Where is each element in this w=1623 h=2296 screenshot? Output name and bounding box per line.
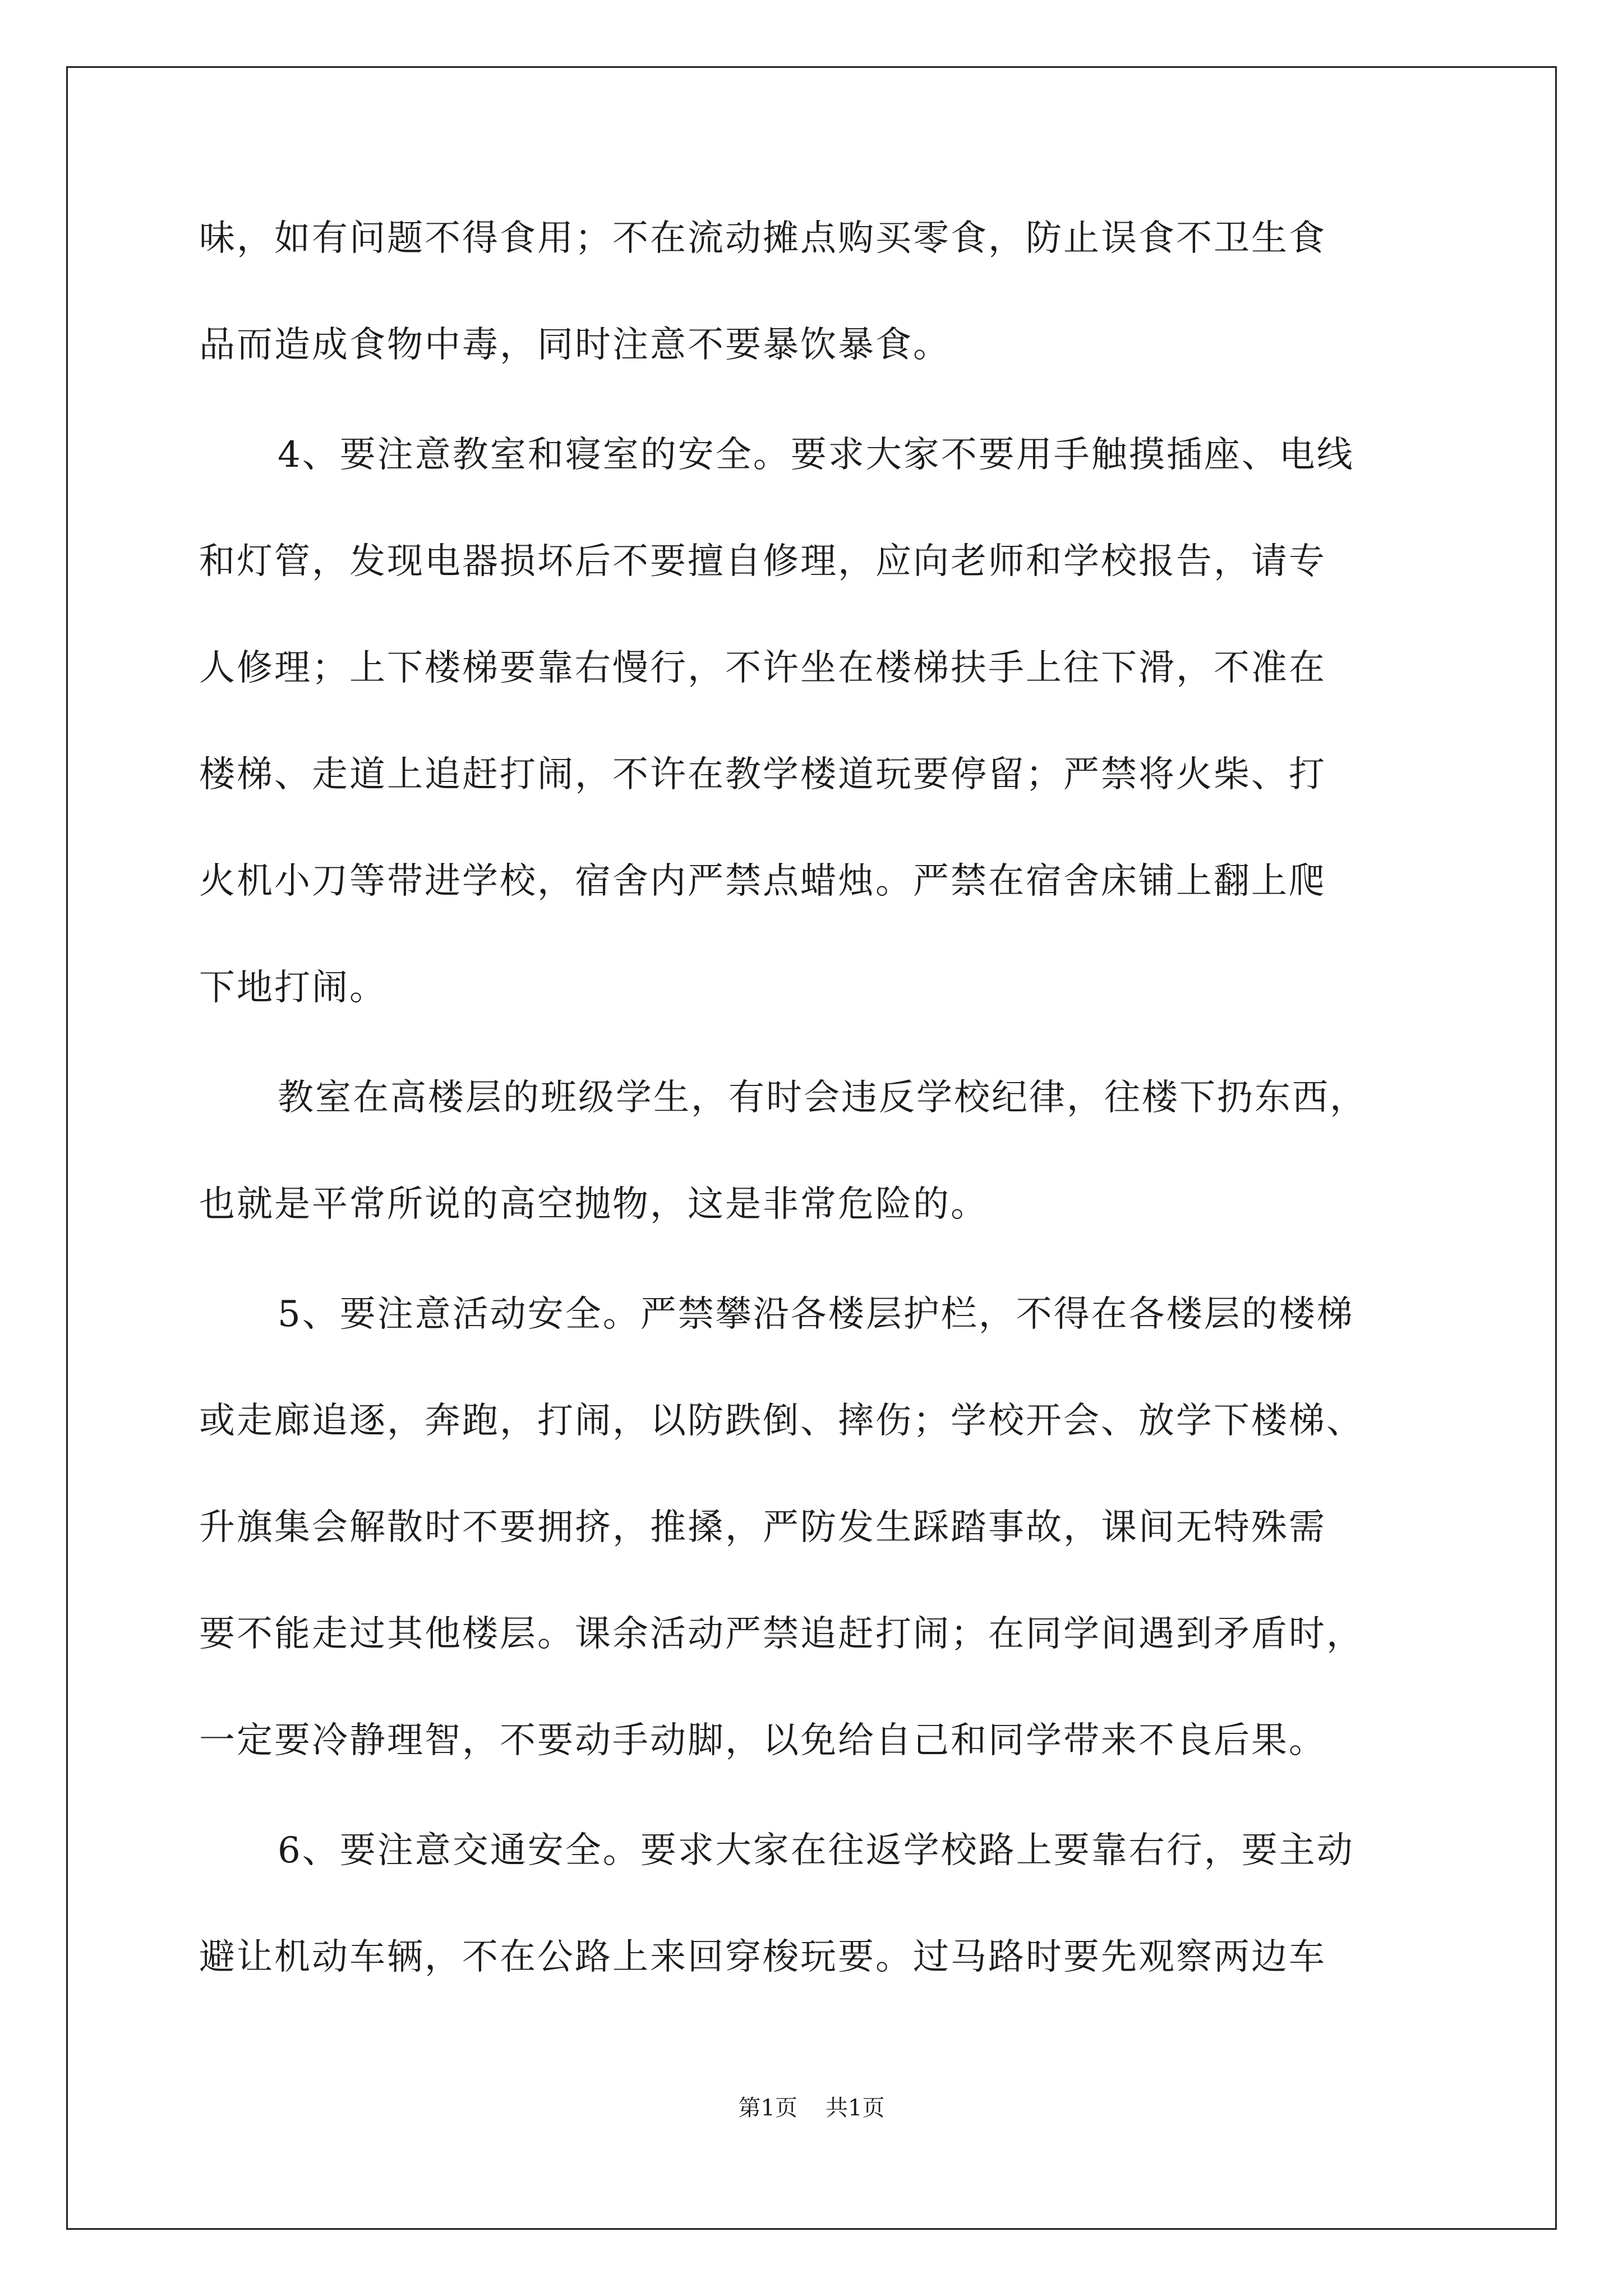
- paragraph-start-line: 5、要注意活动安全。严禁攀沿各楼层护栏，不得在各楼层的楼梯: [278, 1294, 1354, 1335]
- page-number: 第1页: [738, 2095, 797, 2121]
- text-line: 升旗集会解散时不要拥挤，推搡，严防发生踩踏事故，课间无特殊需: [199, 1507, 1326, 1548]
- text-line: 楼梯、走道上追赶打闹，不许在教学楼道玩要停留；严禁将火柴、打: [199, 754, 1326, 795]
- text-line: 一定要冷静理智，不要动手动脚，以免给自己和同学带来不良后果。: [199, 1720, 1326, 1761]
- page-total: 共1页: [826, 2095, 885, 2121]
- paragraph-start-line: 4、要注意教室和寝室的安全。要求大家不要用手触摸插座、电线: [278, 434, 1354, 476]
- page-border: [66, 66, 1557, 2230]
- text-line: 避让机动车辆，不在公路上来回穿梭玩要。过马路时要先观察两边车: [199, 1936, 1326, 1978]
- paragraph-start-line: 6、要注意交通安全。要求大家在往返学校路上要靠右行，要主动: [278, 1830, 1354, 1871]
- text-line: 品而造成食物中毒，同时注意不要暴饮暴食。: [199, 324, 951, 366]
- paragraph-start-line: 教室在高楼层的班级学生，有时会违反学校纪律，往楼下扔东西，: [278, 1077, 1367, 1119]
- text-line: 要不能走过其他楼层。课余活动严禁追赶打闹；在同学间遇到矛盾时，: [199, 1613, 1364, 1655]
- page-footer: [0, 2091, 1623, 2125]
- text-line: 火机小刀等带进学校，宿舍内严禁点蜡烛。严禁在宿舍床铺上翻上爬: [199, 861, 1326, 902]
- text-line: 味，如有问题不得食用；不在流动摊点购买零食，防止误食不卫生食: [199, 218, 1326, 259]
- text-line: 和灯管，发现电器损坏后不要擅自修理，应向老师和学校报告，请专: [199, 541, 1326, 582]
- text-line: 下地打闹。: [199, 967, 387, 1009]
- text-line: 或走廊追逐，奔跑，打闹，以防跌倒、摔伤；学校开会、放学下楼梯、: [199, 1400, 1364, 1442]
- text-line: 人修理；上下楼梯要靠右慢行，不许坐在楼梯扶手上往下滑，不准在: [199, 647, 1326, 689]
- text-line: 也就是平常所说的高空抛物，这是非常危险的。: [199, 1184, 988, 1225]
